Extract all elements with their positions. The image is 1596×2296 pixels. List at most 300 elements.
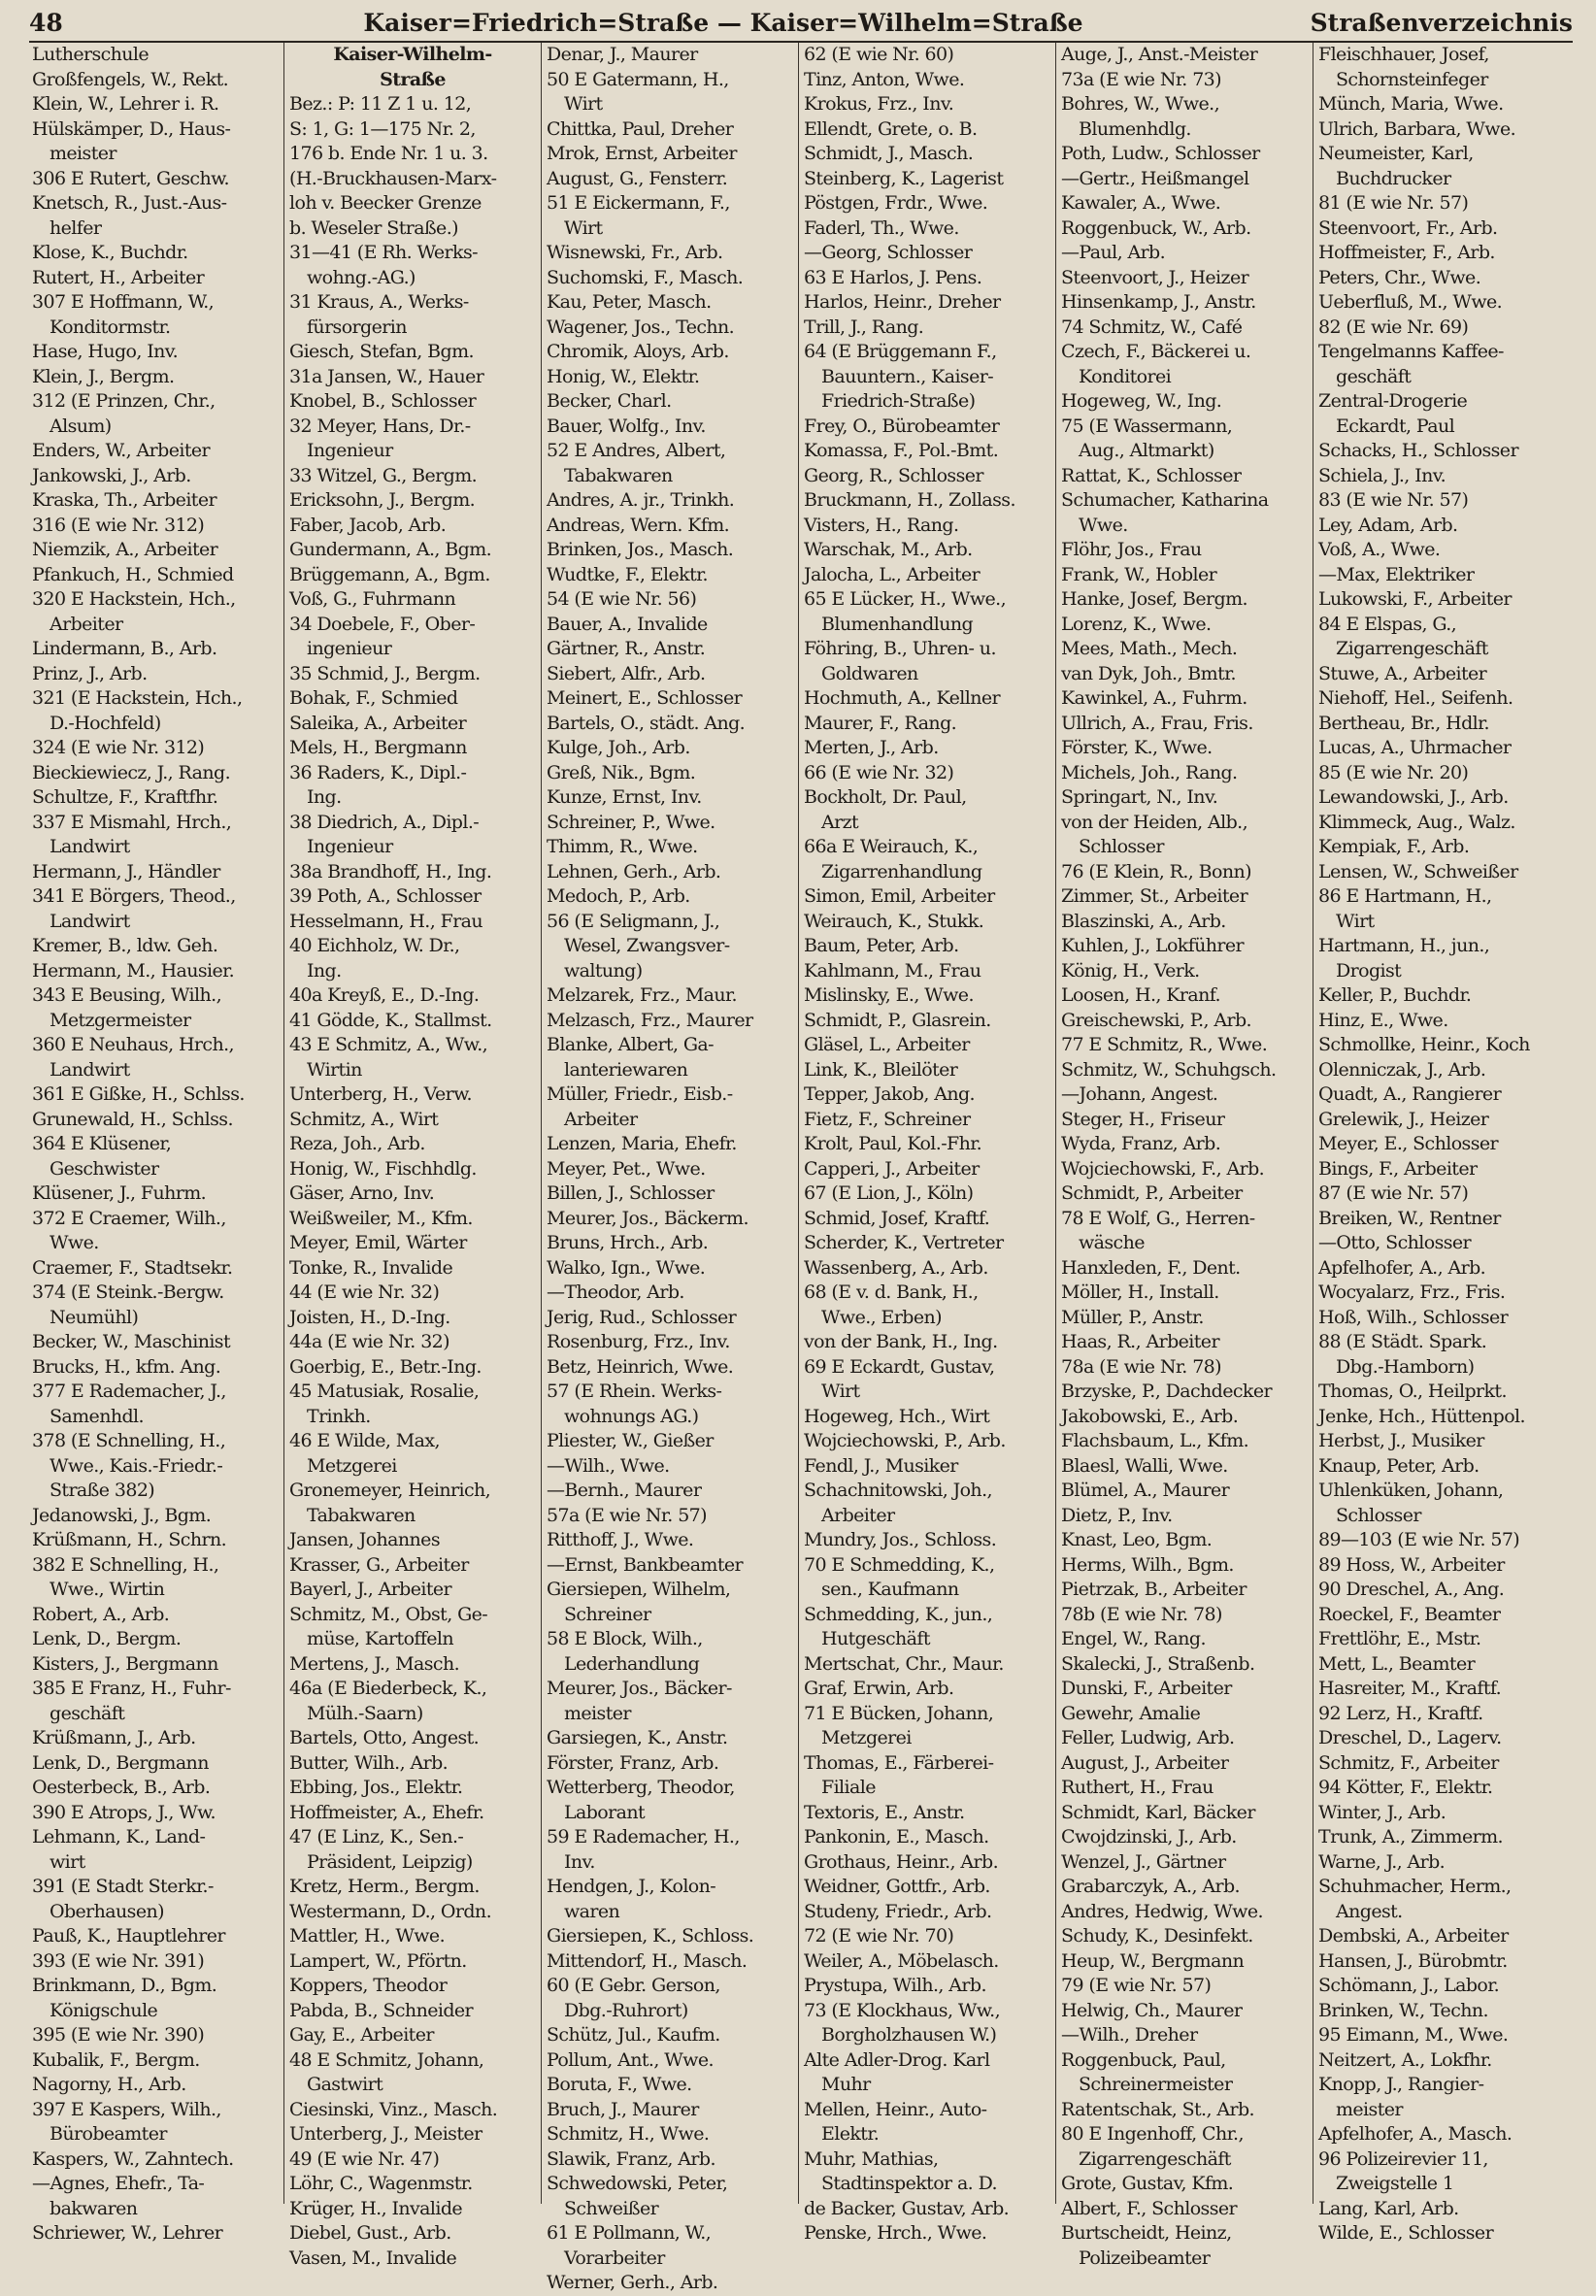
directory-entry-line: Steinberg, K., Lagerist bbox=[804, 167, 1004, 189]
directory-entry-line: Gäser, Arno, Inv. bbox=[289, 1182, 435, 1204]
directory-entry-line: Apfelhofer, A., Arb. bbox=[1318, 1256, 1486, 1279]
directory-entry-line: Hasreiter, M., Kraftf. bbox=[1318, 1678, 1502, 1699]
directory-entry-line: Klein, W., Lehrer i. R. bbox=[32, 93, 219, 115]
directory-entry-line: Meyer, Pet., Wwe. bbox=[547, 1157, 706, 1180]
directory-entry-line: Westermann, D., Ordn. bbox=[289, 1900, 492, 1922]
directory-entry-line: Steenvoort, J., Heizer bbox=[1061, 266, 1249, 288]
directory-entry-line: Mattler, H., Wwe. bbox=[289, 1925, 446, 1947]
directory-entry-line: 88 (E Städt. Spark. bbox=[1318, 1331, 1487, 1352]
directory-entry-line: wohng.-AG.) bbox=[307, 266, 416, 288]
directory-entry-line: Landwirt bbox=[50, 836, 130, 857]
directory-entry-line: Greischewski, P., Arb. bbox=[1061, 1009, 1251, 1031]
directory-entry-line: 66 (E wie Nr. 32) bbox=[804, 761, 954, 783]
directory-entry-line: 40 Eichholz, W. Dr., bbox=[289, 935, 460, 956]
directory-entry-line: Mellen, Heinr., Auto- bbox=[804, 2098, 987, 2120]
directory-entry-line: Wwe., Erben) bbox=[821, 1306, 942, 1328]
directory-entry-line: Enders, W., Arbeiter bbox=[32, 440, 211, 461]
directory-entry-line: Schlosser bbox=[1336, 1504, 1421, 1526]
directory-entry-line: Albert, F., Schlosser bbox=[1061, 2197, 1237, 2219]
directory-entry-line: Wirt bbox=[564, 216, 603, 239]
directory-entry-line: Zigarrenhandlung bbox=[821, 860, 982, 882]
directory-entry-line: Voß, G., Fuhrmann bbox=[289, 588, 456, 610]
directory-entry-line: 50 E Gatermann, H., bbox=[547, 68, 729, 90]
directory-entry-line: Schmitz, H., Wwe. bbox=[547, 2123, 710, 2145]
directory-entry-line: meister bbox=[50, 143, 116, 164]
directory-entry-line: Fleischhauer, Josef, bbox=[1318, 44, 1489, 65]
directory-entry-line: Penske, Hrch., Wwe. bbox=[804, 2222, 987, 2244]
directory-entry-line: 78a (E wie Nr. 78) bbox=[1061, 1355, 1221, 1378]
directory-entry-line: Prinz, J., Arb. bbox=[32, 662, 148, 684]
directory-entry-line: Lampert, W., Pförtn. bbox=[289, 1949, 467, 1972]
directory-entry-line: Bayerl, J., Arbeiter bbox=[289, 1579, 452, 1600]
directory-entry-line: Hinsenkamp, J., Anstr. bbox=[1061, 291, 1256, 313]
directory-entry-line: Zweigstelle 1 bbox=[1336, 2173, 1454, 2194]
directory-entry-line: Warschak, M., Arb. bbox=[804, 539, 973, 560]
directory-entry-line: Jankowski, J., Arb. bbox=[32, 464, 191, 486]
directory-entry-line: 361 E Gißke, H., Schlss. bbox=[32, 1083, 245, 1105]
directory-entry-line: Hochmuth, A., Kellner bbox=[804, 687, 1000, 709]
directory-entry-line: Aug., Altmarkt) bbox=[1079, 440, 1214, 461]
directory-entry-line: 90 Dreschel, A., Ang. bbox=[1318, 1579, 1505, 1600]
directory-entry-line: Wilde, E., Schlosser bbox=[1318, 2222, 1494, 2244]
directory-entry-line: Alsum) bbox=[50, 415, 112, 437]
directory-entry-line: 44 (E wie Nr. 32) bbox=[289, 1281, 440, 1303]
directory-entry-line: Wirt bbox=[821, 1381, 860, 1402]
directory-entry-line: Jakobowski, E., Arb. bbox=[1061, 1405, 1239, 1427]
directory-entry-line: Hutgeschäft bbox=[821, 1628, 930, 1649]
directory-entry-line: Klose, K., Buchdr. bbox=[32, 242, 188, 263]
directory-entry-line: Apfelhofer, A., Masch. bbox=[1318, 2123, 1513, 2145]
directory-entry-line: Andres, Hedwig, Wwe. bbox=[1061, 1900, 1263, 1922]
directory-entry-line: Bruch, J., Maurer bbox=[547, 2098, 699, 2120]
directory-entry-line: 45 Matusiak, Rosalie, bbox=[289, 1381, 480, 1402]
directory-entry-line: Hesselmann, H., Frau bbox=[289, 910, 483, 932]
directory-entry-line: von der Bank, H., Ing. bbox=[804, 1331, 998, 1352]
directory-entry-line: 58 E Block, Wilh., bbox=[547, 1628, 703, 1649]
directory-entry-line: meister bbox=[564, 1702, 631, 1724]
directory-entry-line: 87 (E wie Nr. 57) bbox=[1318, 1182, 1469, 1204]
directory-entry-line: Komassa, F., Pol.-Bmt. bbox=[804, 440, 999, 461]
directory-entry-line: Schmitz, F., Arbeiter bbox=[1318, 1751, 1499, 1774]
directory-entry-line: 70 E Schmedding, K., bbox=[804, 1553, 995, 1576]
directory-entry-line: Pankonin, E., Masch. bbox=[804, 1826, 989, 1847]
directory-entry-line: wäsche bbox=[1079, 1232, 1145, 1253]
directory-entry-line: Ueberfluß, M., Wwe. bbox=[1318, 291, 1503, 313]
directory-entry-line: Hoß, Wilh., Schlosser bbox=[1318, 1306, 1509, 1328]
directory-entry-line: 31a Jansen, W., Hauer bbox=[289, 365, 484, 387]
directory-entry-line: Bohres, W., Wwe., bbox=[1061, 93, 1220, 115]
directory-entry-line: 78 E Wolf, G., Herren- bbox=[1061, 1207, 1255, 1229]
directory-entry-line: Quadt, A., Rangierer bbox=[1318, 1083, 1502, 1105]
directory-entry-line: van Dyk, Joh., Bmtr. bbox=[1061, 662, 1236, 684]
directory-entry-line: Wirt bbox=[564, 93, 603, 115]
directory-entry-line: Greß, Nik., Bgm. bbox=[547, 761, 696, 783]
directory-entry-line: wirt bbox=[50, 1850, 85, 1873]
directory-entry-line: Wojciechowski, P., Arb. bbox=[804, 1430, 1006, 1451]
directory-entry-line: Faderl, Th., Wwe. bbox=[804, 216, 959, 239]
directory-entry-line: Hogeweg, Hch., Wirt bbox=[804, 1405, 990, 1427]
directory-entry-line: 39 Poth, A., Schlosser bbox=[289, 885, 482, 907]
directory-entry-line: Cwojdzinski, J., Arb. bbox=[1061, 1826, 1237, 1847]
directory-entry-line: 92 Lerz, H., Kraftf. bbox=[1318, 1702, 1483, 1724]
directory-entry-line: Trunk, A., Zimmerm. bbox=[1318, 1826, 1503, 1847]
directory-entry-line: Roggenbuck, Paul, bbox=[1061, 2048, 1226, 2071]
directory-entry-line: 44a (E wie Nr. 32) bbox=[289, 1331, 449, 1352]
directory-entry-line: Hase, Hugo, Inv. bbox=[32, 341, 179, 362]
directory-entry-line: Niemzik, A., Arbeiter bbox=[32, 539, 218, 560]
directory-entry-line: Oberhausen) bbox=[50, 1900, 164, 1922]
directory-entry-line: Siebert, Alfr., Arb. bbox=[547, 662, 706, 684]
directory-entry-line: Jalocha, L., Arbeiter bbox=[804, 563, 981, 585]
directory-entry-line: 38a Brandhoff, H., Ing. bbox=[289, 860, 492, 882]
directory-entry-line: Unterberg, J., Meister bbox=[289, 2123, 482, 2145]
directory-entry-line: Voß, A., Wwe. bbox=[1318, 539, 1441, 560]
directory-entry-line: Denar, J., Maurer bbox=[547, 44, 698, 65]
directory-entry-line: Löhr, C., Wagenmstr. bbox=[289, 2173, 473, 2194]
column-1 bbox=[27, 43, 284, 2244]
directory-entry-line: Grabarczyk, A., Arb. bbox=[1061, 1876, 1240, 1897]
directory-entry-line: Honig, W., Fischhdlg. bbox=[289, 1157, 477, 1180]
directory-entry-line: Chittka, Paul, Dreher bbox=[547, 117, 734, 140]
directory-entry-line: 81 (E wie Nr. 57) bbox=[1318, 192, 1469, 214]
directory-entry-line: Müller, P., Anstr. bbox=[1061, 1306, 1204, 1328]
directory-entry-line: Lorenz, K., Wwe. bbox=[1061, 613, 1212, 635]
directory-entry-line: 385 E Franz, H., Fuhr- bbox=[32, 1678, 231, 1699]
directory-entry-line: 57a (E wie Nr. 57) bbox=[547, 1504, 707, 1526]
directory-entry-line: 89 Hoss, W., Arbeiter bbox=[1318, 1553, 1505, 1576]
directory-entry-line: Roeckel, F., Beamter bbox=[1318, 1603, 1501, 1625]
directory-entry-line: Hermann, M., Hausier. bbox=[32, 959, 235, 982]
directory-entry-line: Flachsbaum, L., Kfm. bbox=[1061, 1430, 1249, 1451]
directory-entry-line: Warne, J., Arb. bbox=[1318, 1850, 1446, 1873]
directory-entry-line: 66a E Weirauch, K., bbox=[804, 836, 979, 857]
directory-entry-line: —Ernst, Bankbeamter bbox=[547, 1553, 744, 1576]
directory-entry-line: Schornsteinfeger bbox=[1336, 68, 1488, 90]
column-6 bbox=[1313, 43, 1571, 2244]
directory-entry-line: —Theodor, Arb. bbox=[547, 1281, 684, 1303]
directory-entry-line: Ullrich, A., Frau, Fris. bbox=[1061, 712, 1253, 734]
directory-entry-line: Schömann, J., Labor. bbox=[1318, 1975, 1500, 1996]
directory-entry-line: Ellendt, Grete, o. B. bbox=[804, 117, 978, 140]
directory-entry-line: Knopp, J., Rangier- bbox=[1318, 2074, 1484, 2095]
directory-entry-line: Meinert, E., Schlosser bbox=[547, 687, 743, 709]
directory-entry-line: 46a (E Biederbeck, K., bbox=[289, 1678, 487, 1699]
directory-entry-line: Neumühl) bbox=[50, 1306, 139, 1328]
directory-entry-line: 78b (E wie Nr. 78) bbox=[1061, 1603, 1222, 1625]
directory-entry-line: Baum, Peter, Arb. bbox=[804, 935, 959, 956]
directory-entry-line: —Wilh., Dreher bbox=[1061, 2024, 1198, 2046]
directory-entry-line: Oesterbeck, B., Arb. bbox=[32, 1777, 211, 1798]
directory-entry-line: 377 E Rademacher, J., bbox=[32, 1381, 226, 1402]
directory-entry-line: Tepper, Jakob, Ang. bbox=[804, 1083, 975, 1105]
directory-entry-line: 94 Kötter, F., Elektr. bbox=[1318, 1777, 1493, 1798]
directory-entry-line: Hansen, J., Bürobmtr. bbox=[1318, 1949, 1508, 1972]
directory-entry-line: Bartels, O., städt. Ang. bbox=[547, 712, 746, 734]
directory-entry-line: Suchomski, F., Masch. bbox=[547, 266, 744, 288]
directory-entry-line: Tabakwaren bbox=[307, 1504, 416, 1526]
directory-entry-line: 43 E Schmitz, A., Ww., bbox=[289, 1034, 488, 1055]
page-header bbox=[29, 4, 1573, 43]
directory-entry-line: Kuhlen, J., Lokführer bbox=[1061, 935, 1245, 956]
directory-entry-line: Förster, K., Wwe. bbox=[1061, 737, 1213, 758]
directory-entry-line: Klüsener, J., Fuhrm. bbox=[32, 1182, 207, 1204]
directory-entry-line: 72 (E wie Nr. 70) bbox=[804, 1925, 954, 1947]
directory-entry-line: August, J., Arbeiter bbox=[1061, 1751, 1229, 1774]
directory-entry-line: Bertheau, Br., Hdlr. bbox=[1318, 712, 1489, 734]
directory-entry-line: Kawaler, A., Wwe. bbox=[1061, 192, 1221, 214]
directory-entry-line: Schiela, J., Inv. bbox=[1318, 464, 1446, 486]
directory-entry-line: Ulrich, Barbara, Wwe. bbox=[1318, 117, 1516, 140]
column-3 bbox=[542, 43, 799, 2293]
directory-entry-line: Brzyske, P., Dachdecker bbox=[1061, 1381, 1272, 1402]
directory-entry-line: Ciesinski, Vinz., Masch. bbox=[289, 2098, 498, 2120]
directory-entry-line: Knobel, B., Schlosser bbox=[289, 390, 477, 412]
directory-entry-line: 64 (E Brüggemann F., bbox=[804, 341, 997, 362]
directory-entry-line: 36 Raders, K., Dipl.- bbox=[289, 761, 467, 783]
directory-entry-line: 65 E Lücker, H., Wwe., bbox=[804, 588, 1007, 610]
directory-entry-line: Steenvoort, Fr., Arb. bbox=[1318, 216, 1498, 239]
directory-entry-line: Lensen, W., Schweißer bbox=[1318, 860, 1518, 882]
directory-entry-line: Neitzert, A., Lokfhr. bbox=[1318, 2048, 1492, 2071]
directory-entry-line: Landwirt bbox=[50, 1058, 130, 1081]
directory-entry-line: Mislinsky, E., Wwe. bbox=[804, 984, 974, 1006]
directory-entry-line: Zigarrengeschäft bbox=[1336, 638, 1488, 659]
directory-entry-line: b. Weseler Straße.) bbox=[289, 216, 458, 239]
directory-entry-line: 34 Doebele, F., Ober- bbox=[289, 613, 476, 635]
directory-entry-line: Hoffmeister, F., Arb. bbox=[1318, 242, 1495, 263]
directory-entry-line: Schmitz, W., Schuhgsch. bbox=[1061, 1058, 1277, 1081]
directory-entry-line: Merten, J., Arb. bbox=[804, 737, 939, 758]
directory-entry-line: Scherder, K., Vertreter bbox=[804, 1232, 1004, 1253]
directory-entry-line: Pöstgen, Frdr., Wwe. bbox=[804, 192, 988, 214]
directory-entry-line: 75 (E Wassermann, bbox=[1061, 415, 1233, 437]
directory-entry-line: Peters, Chr., Wwe. bbox=[1318, 266, 1481, 288]
directory-entry-line: Filiale bbox=[821, 1777, 876, 1798]
directory-entry-line: Arbeiter bbox=[564, 1108, 638, 1130]
directory-entry-line: Schlosser bbox=[1079, 836, 1164, 857]
directory-entry-line: 49 (E wie Nr. 47) bbox=[289, 2147, 440, 2170]
directory-entry-line: Becker, Charl. bbox=[547, 390, 672, 412]
directory-entry-line: Bieckiewiecz, J., Rang. bbox=[32, 761, 231, 783]
directory-entry-line: Grothaus, Heinr., Arb. bbox=[804, 1850, 999, 1873]
directory-entry-line: Butter, Wilh., Arb. bbox=[289, 1751, 449, 1774]
directory-entry-line: Alte Adler-Drog. Karl bbox=[804, 2048, 990, 2071]
directory-entry-line: Schmitz, A., Wirt bbox=[289, 1108, 439, 1130]
directory-entry-line: Krokus, Frz., Inv. bbox=[804, 93, 954, 115]
directory-entry-line: Wassenberg, A., Arb. bbox=[804, 1256, 988, 1279]
directory-entry-line: Bürobeamter bbox=[50, 2123, 167, 2145]
directory-entry-line: Joisten, H., D.-Ing. bbox=[289, 1306, 450, 1328]
directory-entry-line: —Agnes, Ehefr., Ta- bbox=[32, 2173, 205, 2194]
directory-entry-line: Link, K., Bleilöter bbox=[804, 1058, 958, 1081]
directory-entry-line: 341 E Börgers, Theod., bbox=[32, 885, 236, 907]
directory-entry-line: Keller, P., Buchdr. bbox=[1318, 984, 1472, 1006]
directory-entry-line: Koppers, Theodor bbox=[289, 1975, 448, 1996]
directory-entry-line: Trill, J., Rang. bbox=[804, 316, 924, 338]
directory-entry-line: Rattat, K., Schlosser bbox=[1061, 464, 1242, 486]
directory-entry-line: Knaup, Peter, Arb. bbox=[1318, 1454, 1480, 1477]
directory-entry-line: Goerbig, E., Betr.-Ing. bbox=[289, 1355, 482, 1378]
directory-entry-line: Ebbing, Jos., Elektr. bbox=[289, 1777, 463, 1798]
directory-entry-line: Weirauch, K., Stukk. bbox=[804, 910, 984, 932]
directory-entry-line: Friedrich-Straße) bbox=[821, 390, 976, 412]
directory-entry-line: Goldwaren bbox=[821, 662, 918, 684]
directory-entry-line: Ratentschak, St., Arb. bbox=[1061, 2098, 1254, 2120]
directory-entry-line: geschäft bbox=[50, 1702, 125, 1724]
directory-entry-line: 73a (E wie Nr. 73) bbox=[1061, 68, 1221, 90]
directory-entry-line: Schmollke, Heinr., Koch bbox=[1318, 1034, 1530, 1055]
directory-entry-line: Wirtin bbox=[307, 1058, 362, 1081]
directory-entry-line: —Max, Elektriker bbox=[1318, 563, 1475, 585]
directory-entry-line: 31—41 (E Rh. Werks- bbox=[289, 242, 478, 263]
directory-entry-line: Krolt, Paul, Kol.-Fhr. bbox=[804, 1133, 982, 1154]
directory-entry-line: 56 (E Seligmann, J., bbox=[547, 910, 720, 932]
directory-entry-line: Hermann, J., Händler bbox=[32, 860, 220, 882]
directory-entry-line: S: 1, G: 1—175 Nr. 2, bbox=[289, 117, 476, 140]
directory-entry-line: 307 E Hoffmann, W., bbox=[32, 291, 215, 313]
directory-entry-line: Schreiner bbox=[564, 1603, 651, 1625]
directory-entry-line: Mertschat, Chr., Maur. bbox=[804, 1652, 1004, 1675]
directory-entry-line: Konditorei bbox=[1079, 365, 1172, 387]
columns-container bbox=[27, 43, 1575, 2293]
directory-entry-line: Betz, Heinrich, Wwe. bbox=[547, 1355, 734, 1378]
directory-entry-line: 390 E Atrops, J., Ww. bbox=[32, 1801, 216, 1823]
directory-entry-line: Mels, H., Bergmann bbox=[289, 737, 467, 758]
directory-entry-line: Pfankuch, H., Schmied bbox=[32, 563, 234, 585]
directory-entry-line: Schultze, F., Kraftfhr. bbox=[32, 786, 218, 808]
directory-entry-line: Elektr. bbox=[821, 2123, 880, 2145]
directory-entry-line: Mittendorf, H., Masch. bbox=[547, 1949, 748, 1972]
directory-entry-line: Springart, N., Inv. bbox=[1061, 786, 1218, 808]
directory-entry-line: Uhlenküken, Johann, bbox=[1318, 1480, 1504, 1501]
directory-entry-line: Dietz, P., Inv. bbox=[1061, 1504, 1173, 1526]
directory-entry-line: Lederhandlung bbox=[564, 1652, 700, 1675]
directory-entry-line: Blanke, Albert, Ga- bbox=[547, 1034, 714, 1055]
directory-entry-line: Lucas, A., Uhrmacher bbox=[1318, 737, 1512, 758]
directory-entry-line: (H.-Bruckhausen-Marx- bbox=[289, 167, 497, 189]
directory-entry-line: 337 E Mismahl, Hrch., bbox=[32, 811, 232, 833]
directory-entry-line: Thimm, R., Wwe. bbox=[547, 836, 698, 857]
directory-entry-line: waltung) bbox=[564, 959, 643, 982]
directory-entry-line: Ruthert, H., Frau bbox=[1061, 1777, 1214, 1798]
directory-entry-line: Kraska, Th., Arbeiter bbox=[32, 489, 216, 511]
directory-entry-line: Schreinermeister bbox=[1079, 2074, 1233, 2095]
directory-entry-line: 312 (E Prinzen, Chr., bbox=[32, 390, 216, 412]
directory-entry-line: Blaszinski, A., Arb. bbox=[1061, 910, 1226, 932]
directory-entry-line: Wyda, Franz, Arb. bbox=[1061, 1133, 1221, 1154]
directory-entry-line: Brinkmann, D., Bgm. bbox=[32, 1975, 217, 1996]
directory-entry-line: Bings, F., Arbeiter bbox=[1318, 1157, 1478, 1180]
directory-entry-line: Ing. bbox=[307, 786, 342, 808]
directory-entry-line: August, G., Fensterr. bbox=[547, 167, 728, 189]
directory-entry-line: Schuhmacher, Herm., bbox=[1318, 1876, 1512, 1897]
directory-entry-line: 393 (E wie Nr. 391) bbox=[32, 1949, 205, 1972]
column-5 bbox=[1056, 43, 1313, 2269]
directory-entry-line: Czech, F., Bäckerei u. bbox=[1061, 341, 1251, 362]
directory-entry-line: Landwirt bbox=[50, 910, 130, 932]
directory-entry-line: 46 E Wilde, Max, bbox=[289, 1430, 440, 1451]
directory-entry-line: Vasen, M., Invalide bbox=[289, 2246, 457, 2269]
directory-entry-line: Jenke, Hch., Hüttenpol. bbox=[1318, 1405, 1525, 1427]
directory-entry-line: Gärtner, R., Anstr. bbox=[547, 638, 706, 659]
directory-entry-line: Bez.: P: 11 Z 1 u. 12, bbox=[289, 93, 472, 115]
directory-entry-line: Gay, E., Arbeiter bbox=[289, 2024, 434, 2046]
directory-entry-line: Kubalik, F., Bergm. bbox=[32, 2048, 200, 2071]
directory-entry-line: Roggenbuck, W., Arb. bbox=[1061, 216, 1251, 239]
directory-entry-line: Föhring, B., Uhren- u. bbox=[804, 638, 996, 659]
directory-entry-line: Blümel, A., Maurer bbox=[1061, 1480, 1230, 1501]
directory-entry-line: Hogeweg, W., Ing. bbox=[1061, 390, 1222, 412]
directory-entry-line: Medoch, P., Arb. bbox=[547, 885, 690, 907]
directory-entry-line: Schudy, K., Desinfekt. bbox=[1061, 1925, 1253, 1947]
directory-entry-line: Angest. bbox=[1336, 1900, 1403, 1922]
directory-entry-line: Kaspers, W., Zahntech. bbox=[32, 2147, 234, 2170]
directory-entry-line: Capperi, J., Arbeiter bbox=[804, 1157, 980, 1180]
directory-entry-line: Zigarrengeschäft bbox=[1079, 2147, 1231, 2170]
directory-entry-line: Ericksohn, J., Bergm. bbox=[289, 489, 476, 511]
directory-entry-line: Lenzen, Maria, Ehefr. bbox=[547, 1133, 737, 1154]
directory-entry-line: Knetsch, R., Just.-Aus- bbox=[32, 192, 227, 214]
directory-entry-line: Bauer, Wolfg., Inv. bbox=[547, 415, 706, 437]
directory-entry-line: Niehoff, Hel., Seifenh. bbox=[1318, 687, 1513, 709]
directory-entry-line: 54 (E wie Nr. 56) bbox=[547, 588, 697, 610]
directory-entry-line: 82 (E wie Nr. 69) bbox=[1318, 316, 1469, 338]
directory-entry-line: ingenieur bbox=[307, 638, 392, 659]
directory-entry-line: Wwe., Wirtin bbox=[50, 1579, 165, 1600]
directory-entry-line: Wetterberg, Theodor, bbox=[547, 1777, 735, 1798]
directory-entry-line: Burtscheidt, Heinz, bbox=[1061, 2222, 1232, 2244]
directory-entry-line: Lewandowski, J., Arb. bbox=[1318, 786, 1509, 808]
directory-entry-line: —Johann, Angest. bbox=[1061, 1083, 1218, 1105]
page-number: 48 bbox=[29, 8, 63, 37]
directory-entry-line: Maurer, F., Rang. bbox=[804, 712, 957, 734]
directory-entry-line: Billen, J., Schlosser bbox=[547, 1182, 715, 1204]
directory-entry-line: Schacks, H., Schlosser bbox=[1318, 440, 1518, 461]
directory-entry-line: Schweißer bbox=[564, 2197, 659, 2219]
directory-entry-line: Muhr, Mathias, bbox=[804, 2147, 939, 2170]
directory-entry-line: —Bernh., Maurer bbox=[547, 1480, 702, 1501]
directory-entry-line: 57 (E Rhein. Werks- bbox=[547, 1381, 722, 1402]
directory-entry-line: 382 E Schnelling, H., bbox=[32, 1553, 219, 1576]
directory-entry-line: 80 E Ingenhoff, Chr., bbox=[1061, 2123, 1244, 2145]
directory-entry-line: wohnungs AG.) bbox=[564, 1405, 699, 1427]
directory-entry-line: Giersiepen, K., Schloss. bbox=[547, 1925, 754, 1947]
directory-entry-line: Dembski, A., Arbeiter bbox=[1318, 1925, 1509, 1947]
directory-entry-line: Hartmann, H., jun., bbox=[1318, 935, 1490, 956]
directory-entry-line: Königschule bbox=[50, 1999, 158, 2021]
directory-entry-line: Laborant bbox=[564, 1801, 646, 1823]
directory-entry-line: Stuwe, A., Arbeiter bbox=[1318, 662, 1487, 684]
directory-entry-line: Chromik, Aloys, Arb. bbox=[547, 341, 729, 362]
directory-entry-line: Zentral-Drogerie bbox=[1318, 390, 1468, 412]
directory-entry-line: Giesch, Stefan, Bgm. bbox=[289, 341, 474, 362]
directory-entry-line: Andres, A. jr., Trinkh. bbox=[547, 489, 735, 511]
directory-entry-line: Krüßmann, H., Schrn. bbox=[32, 1529, 227, 1550]
directory-entry-line: Borgholzhausen W.) bbox=[821, 2024, 997, 2046]
directory-entry-line: Pollum, Ant., Wwe. bbox=[547, 2048, 714, 2071]
directory-entry-line: Großfengels, W., Rekt. bbox=[32, 68, 229, 90]
directory-entry-line: 47 (E Linz, K., Sen.- bbox=[289, 1826, 464, 1847]
directory-entry-line: Lenk, D., Bergmann bbox=[32, 1751, 209, 1774]
directory-entry-line: Drogist bbox=[1336, 959, 1402, 982]
directory-entry-line: Gastwirt bbox=[307, 2074, 383, 2095]
directory-entry-line: 38 Diedrich, A., Dipl.- bbox=[289, 811, 480, 833]
directory-entry-line: Klimmeck, Aug., Walz. bbox=[1318, 811, 1515, 833]
directory-entry-line: Schriewer, W., Lehrer bbox=[32, 2222, 223, 2244]
directory-entry-line: 69 E Eckardt, Gustav, bbox=[804, 1355, 995, 1378]
directory-entry-line: 84 E Elspas, G., bbox=[1318, 613, 1457, 635]
directory-entry-line: helfer bbox=[50, 216, 102, 239]
